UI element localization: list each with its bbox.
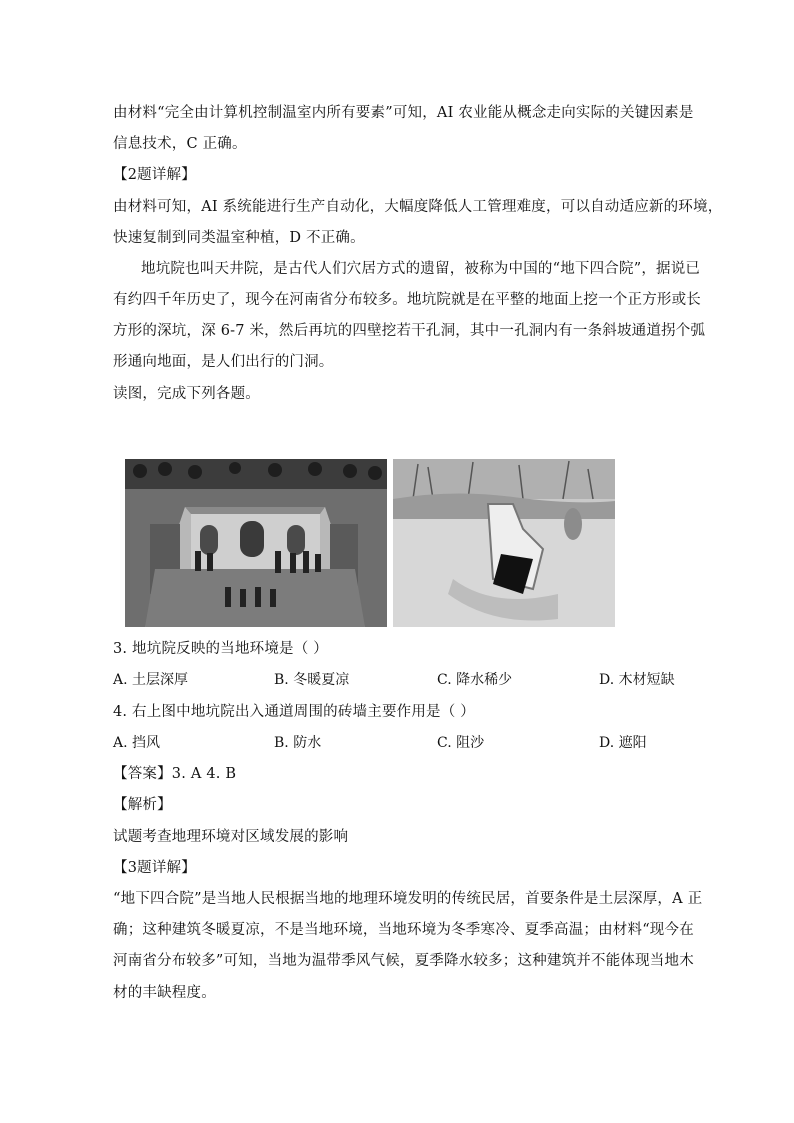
option-a: A. 挡风: [113, 735, 161, 751]
option-b: B. 冬暖夏凉: [274, 672, 350, 688]
paragraph-line: 地坑院也叫天井院，是古代人们穴居方式的遗留，被称为中国的“地下四合院”，据说已: [141, 261, 701, 277]
paragraph-line: 方形的深坑，深 6-7 米，然后再坑的四壁挖若干孔洞，其中一孔洞内有一条斜坡通道拐个弧: [113, 323, 706, 339]
photo-courtyard: [125, 459, 387, 627]
paragraph-line: 由材料“完全由计算机控制温室内所有要素”可知，AI 农业能从概念走向实际的关键因素是: [113, 105, 694, 121]
paragraph-line: 由材料可知，AI 系统能进行生产自动化，大幅度降低人工管理难度，可以自动适应新的环境，: [113, 199, 723, 215]
paragraph-line: 快速复制到同类温室种植，D 不正确。: [113, 230, 365, 246]
paragraph-line: “地下四合院”是当地人民根据当地的地理环境发明的传统民居，首要条件是土层深厚，A 正: [113, 891, 703, 907]
paragraph-line: 形通向地面，是人们出行的门洞。: [113, 354, 334, 370]
question-stem: 4. 右上图中地坑院出入通道周围的砖墙主要作用是（ ）: [113, 704, 475, 720]
section-heading: 【2题详解】: [113, 167, 196, 183]
paragraph-line: 河南省分布较多”可知，当地为温带季风气候，夏季降水较多；这种建筑并不能体现当地木: [113, 953, 694, 969]
instruction-line: 读图，完成下列各题。: [113, 386, 260, 402]
option-b: B. 防水: [274, 735, 322, 751]
option-d: D. 遮阳: [599, 735, 647, 751]
photo-entrance-ramp: [393, 459, 615, 627]
section-heading: 【3题详解】: [113, 860, 196, 876]
option-c: C. 降水稀少: [437, 672, 513, 688]
paragraph-line: 信息技术，C 正确。: [113, 136, 247, 152]
question-stem: 3. 地坑院反映的当地环境是（ ）: [113, 641, 328, 657]
option-c: C. 阻沙: [437, 735, 485, 751]
paragraph-line: 材的丰缺程度。: [113, 985, 216, 1001]
option-a: A. 土层深厚: [113, 672, 189, 688]
answer-line: 【答案】3. A 4. B: [113, 766, 237, 782]
paragraph-line: 确；这种建筑冬暖夏凉，不是当地环境，当地环境为冬季寒冷、夏季高温；由材料“现今在: [113, 922, 694, 938]
analysis-line: 试题考查地理环境对区域发展的影响: [113, 829, 349, 845]
analysis-heading: 【解析】: [113, 797, 172, 813]
paragraph-line: 有约四千年历史了，现今在河南省分布较多。地坑院就是在平整的地面上挖一个正方形或长: [113, 292, 701, 308]
option-d: D. 木材短缺: [599, 672, 675, 688]
